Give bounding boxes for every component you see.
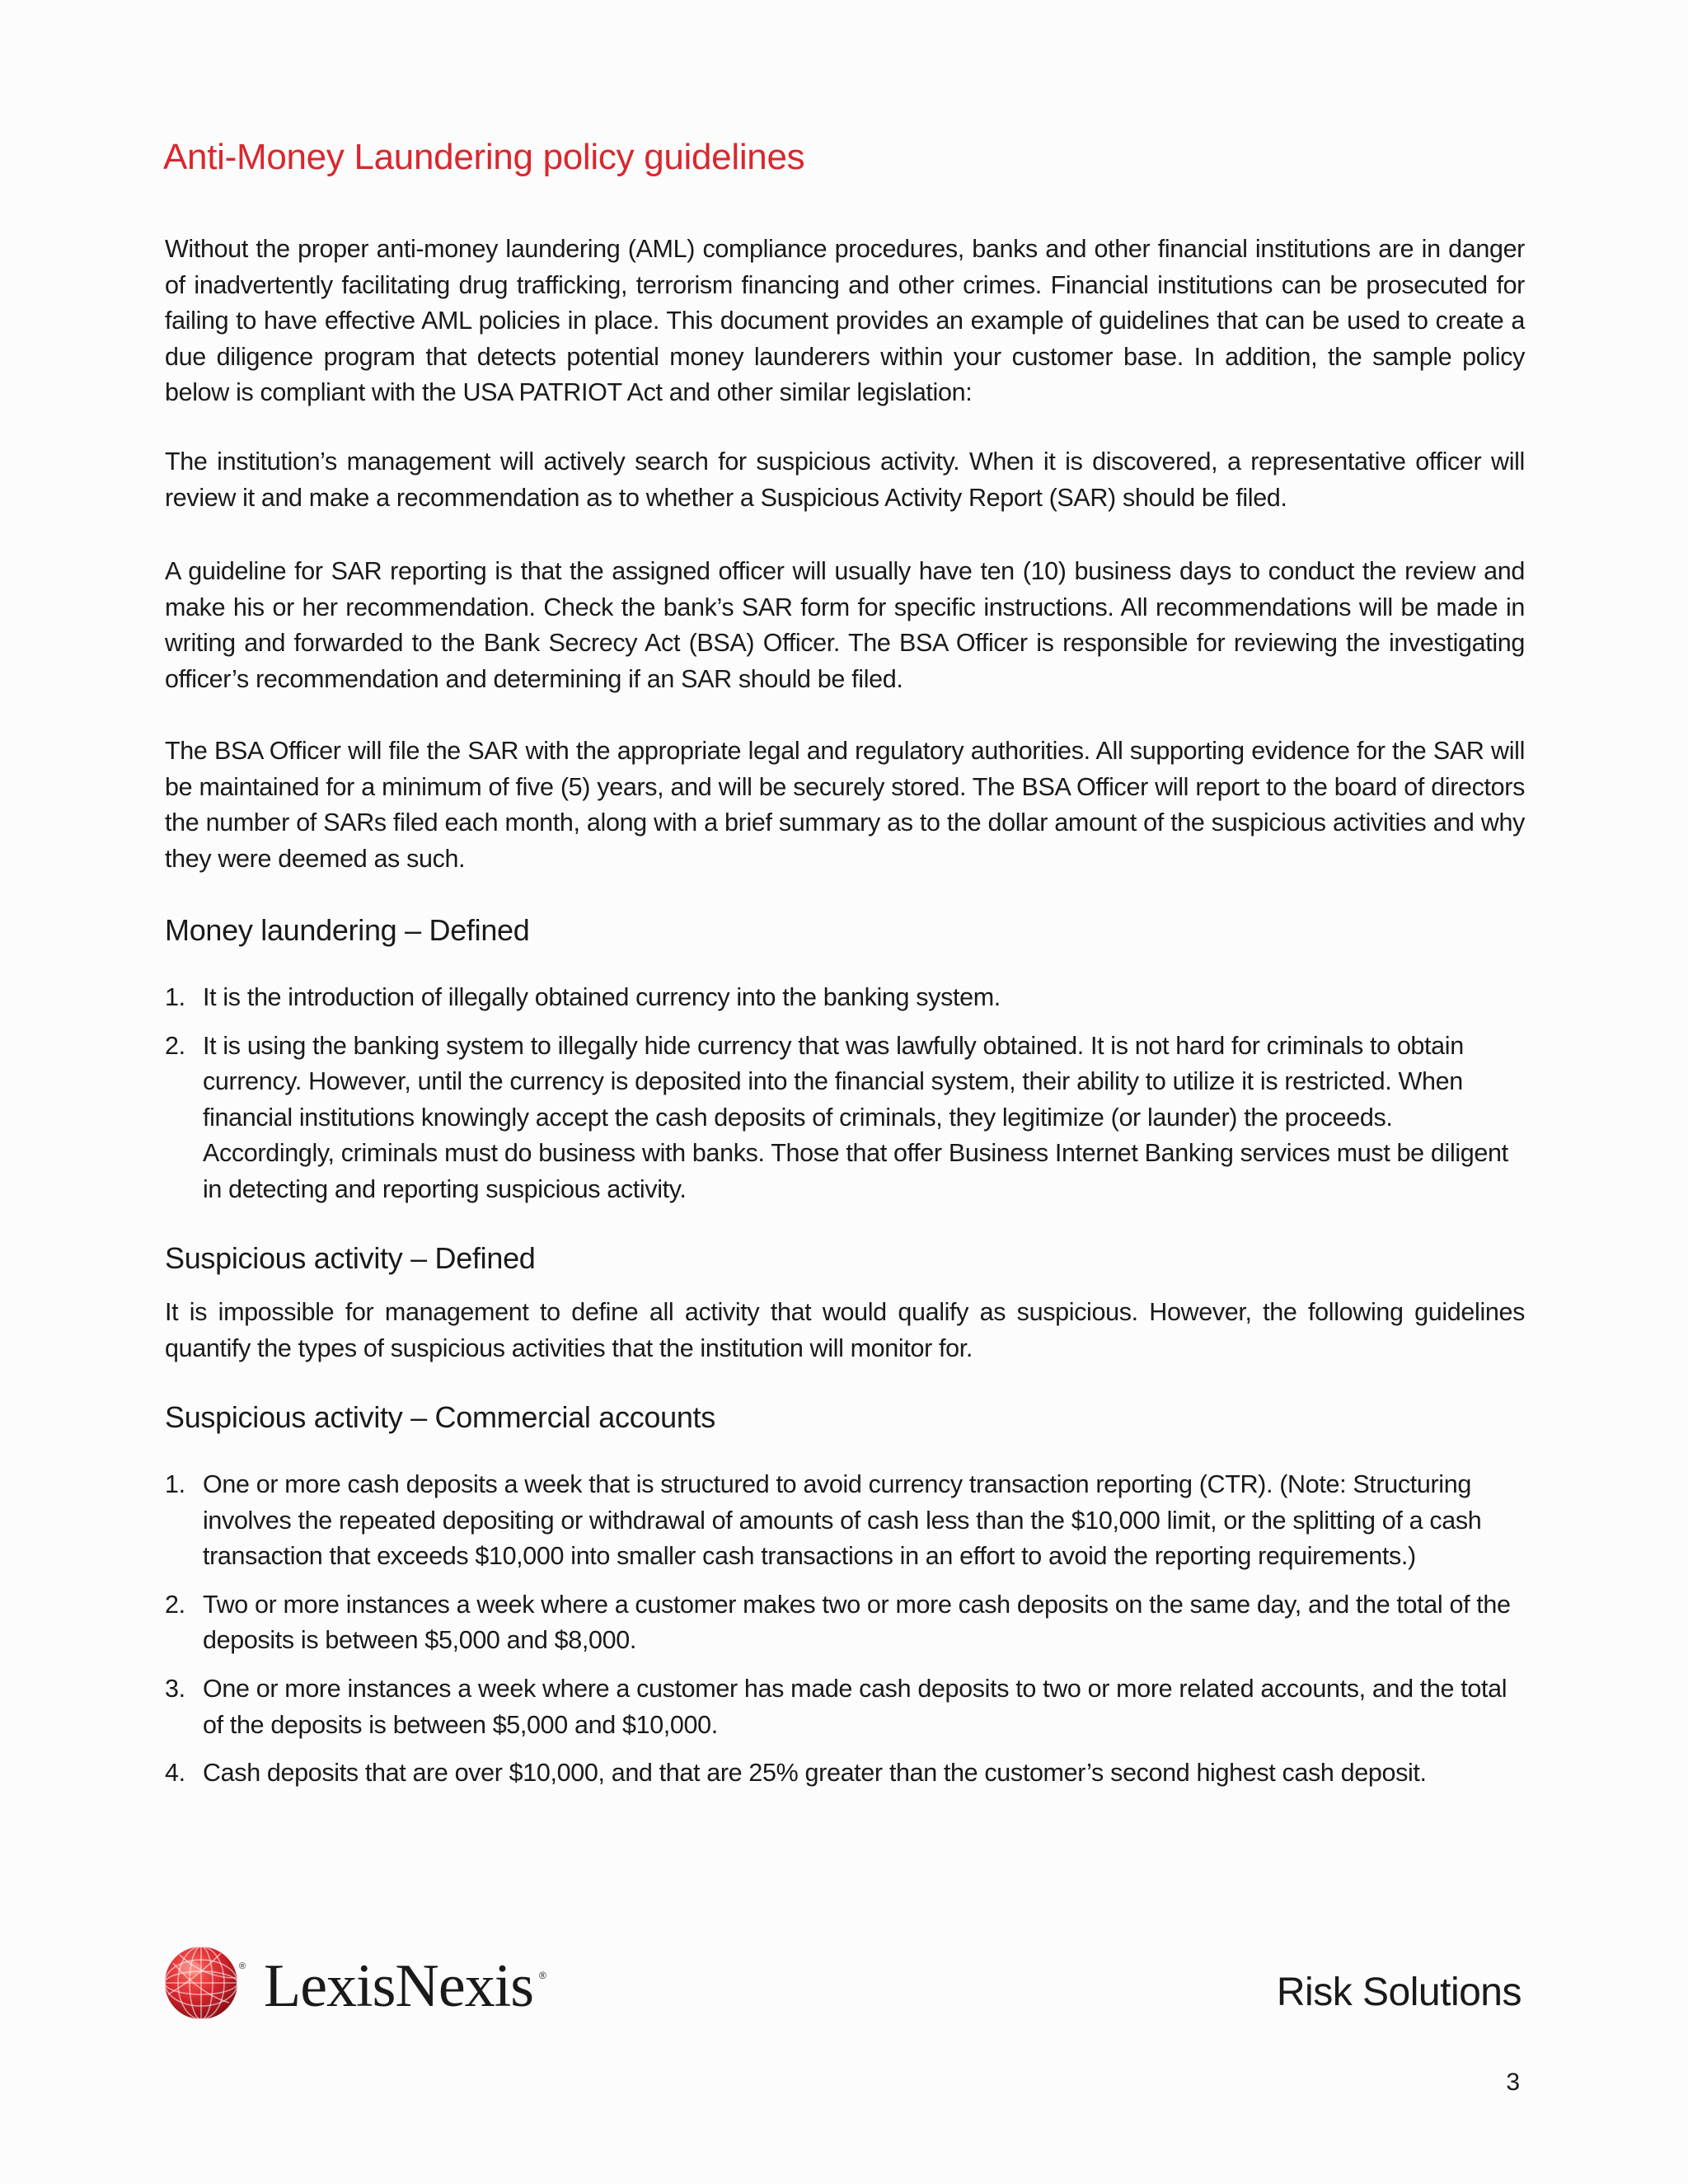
bsa-officer-paragraph: The BSA Officer will file the SAR with the appropriate legal and regulatory authorities. All supporting evidence for the SAR will be maintained for a minimum of five (5) years, and will be securely stored. The BSA Officer will report to the board of directors the number of SARs filed each month, along with a brief summary as to the dollar amount of the suspicious activities and why they were deemed as such. (165, 737, 1525, 873)
page-number: 3 (1506, 2069, 1520, 2096)
list-item-text: It is the introduction of illegally obtained currency into the banking system. (203, 983, 1001, 1011)
list-item (165, 1671, 1525, 1743)
list-item (165, 1587, 1525, 1659)
list-item (165, 1029, 1525, 1208)
sar-reporting-paragraph: A guideline for SAR reporting is that the assigned officer will usually have ten (10) business days to conduct the review and make his or her recommendation. Check the bank’s SAR form for specific instructions. All recommendations will be made in writing and forwarded to the Bank Secrecy Act (BSA) Officer. The BSA Officer is responsible for reviewing the investigating officer’s recommendation and determining if an SAR should be filed. (165, 557, 1525, 693)
list-number: 2. (165, 1590, 185, 1619)
list-number: 2. (165, 1031, 185, 1060)
list-item-text: One or more instances a week where a customer has made cash deposits to two or more related accounts, and the total of the deposits is between $5,000 and $10,000. (203, 1674, 1507, 1739)
section-heading-suspicious-activity: Suspicious activity – Defined (165, 1241, 536, 1275)
suspicious-activity-paragraph: It is impossible for management to define all activity that would qualify as suspicious. However, the following guidelines quantify the types of suspicious activities that the institution will monitor for. (165, 1298, 1525, 1362)
commercial-accounts-list (165, 1467, 1525, 1804)
list-item-text: Cash deposits that are over $10,000, and that are 25% greater than the customer’s second highest cash deposit. (203, 1759, 1427, 1788)
money-laundering-list (165, 980, 1525, 1221)
list-item (165, 1755, 1525, 1792)
logo-wordmark: LexisNexis (264, 1952, 534, 2020)
globe-logo-icon (163, 1945, 239, 2021)
list-number: 4. (165, 1759, 185, 1788)
risk-solutions-tagline: Risk Solutions (1276, 1971, 1522, 2014)
intro-paragraph: Without the proper anti-money laundering (AML) compliance procedures, banks and other financial institutions are in danger of inadvertently facilitating drug trafficking, terrorism financing and other crimes. Financial institutions can be prosecuted for failing to have effective AML policies in place. This document provides an example of guidelines that can be used to create a due diligence program that detects potential money launderers within your customer base. In addition, the sample policy below is compliant with the USA PATRIOT Act and other similar legislation: (165, 235, 1525, 407)
list-item (165, 980, 1525, 1016)
list-number: 3. (165, 1674, 185, 1703)
list-item-text: Two or more instances a week where a customer makes two or more cash deposits on the same day, and the total of the deposits is between $5,000 and $8,000. (203, 1590, 1511, 1655)
section-heading-money-laundering: Money laundering – Defined (165, 913, 530, 947)
list-item (165, 1467, 1525, 1575)
list-item-text: One or more cash deposits a week that is structured to avoid currency transaction reporting (CTR). (Note: Structuring involves the repeated depositing or withdrawal of amounts of cash less than the $10,000 limit, or the splitting of a cash transaction that exceeds $10,000 into smaller cash transactions in an effort to avoid the reporting requirements.) (203, 1470, 1482, 1571)
management-paragraph: The institution’s management will actively search for suspicious activity. When it is discovered, a representative officer will review it and make a recommendation as to whether a Suspicious Activity Report (SAR) should be filed. (165, 448, 1525, 512)
logo-trademark: ® (539, 1970, 546, 1981)
list-number: 1. (165, 1470, 185, 1498)
logo-trademark-small: ® (239, 1961, 246, 1971)
document-page (163, 0, 1525, 2184)
section-heading-commercial-accounts: Suspicious activity – Commercial accounts (165, 1400, 715, 1434)
list-number: 1. (165, 983, 185, 1011)
document-title: Anti-Money Laundering policy guidelines (163, 137, 805, 177)
lexisnexis-logo (163, 1945, 592, 2027)
list-item-text: It is using the banking system to illegally hide currency that was lawfully obtained. It is not hard for criminals to obtain currency. However, until the currency is deposited into the financial system, their ability to utilize it is restricted. When financial institutions knowingly accept the cash deposits of criminals, they legitimize (or launder) the proceeds. Accordingly, criminals must do business with banks. Those that offer Business Internet Banking services must be diligent in detecting and reporting suspicious activity. (203, 1031, 1508, 1203)
